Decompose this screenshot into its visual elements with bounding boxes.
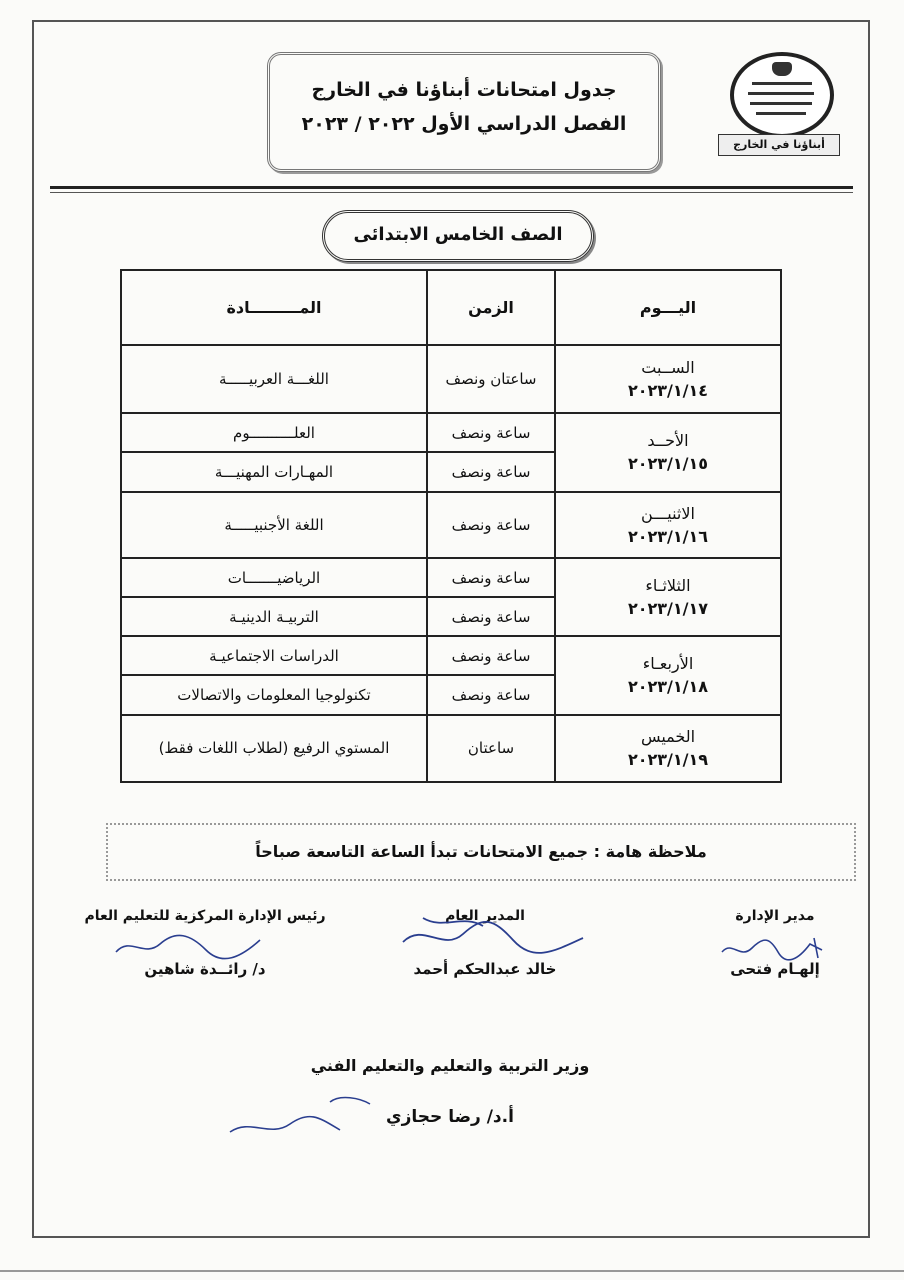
minister-role: وزير التربية والتعليم والتعليم الفني	[310, 1056, 590, 1075]
subject-cell: المستوي الرفيع (لطلاب اللغات فقط)	[121, 715, 427, 782]
day-date: ٢٠٢٣/١/١٤	[627, 381, 709, 401]
exam-schedule-table	[120, 269, 782, 783]
day-cell	[555, 715, 781, 782]
subject-cell: العلــــــــــوم	[121, 413, 427, 452]
subject-cell: المهـارات المهنيـــة	[121, 452, 427, 491]
subject-cell: اللغـــة العربيـــــة	[121, 345, 427, 413]
day-date: ٢٠٢٣/١/١٩	[627, 750, 709, 770]
day-cell	[555, 345, 781, 413]
subject-cell: تكنولوجيا المعلومات والاتصالات	[121, 675, 427, 714]
signature-name: إلهـام فتحى	[730, 960, 820, 978]
logo-caption: أبناؤنا في الخارج	[718, 134, 840, 156]
day-name: الاثنيـــن	[641, 503, 695, 523]
signature-name: د/ رائــدة شاهين	[144, 960, 266, 978]
header-subject: المـــــــــادة	[121, 270, 427, 345]
header-time: الزمن	[427, 270, 555, 345]
signature-admin-director	[710, 908, 840, 978]
page-edge	[0, 1270, 904, 1272]
document-title-box	[267, 52, 661, 172]
table-row	[121, 345, 781, 413]
day-date: ٢٠٢٣/١/١٥	[627, 454, 709, 474]
handwritten-signature-icon	[110, 928, 270, 964]
day-cell	[555, 413, 781, 491]
subject-cell: الدراسات الاجتماعيـة	[121, 636, 427, 675]
signature-central-head	[80, 908, 330, 978]
logo-emblem-icon	[730, 52, 834, 138]
day-name: الثلاثـاء	[645, 576, 691, 596]
time-cell: ساعة ونصف	[427, 492, 555, 558]
handwritten-signature-icon	[393, 912, 593, 960]
header-divider	[50, 186, 853, 189]
day-cell	[555, 558, 781, 636]
day-name: الســبت	[641, 358, 695, 378]
table-row	[121, 492, 781, 558]
day-name: الأربعـاء	[642, 654, 694, 674]
table-row	[121, 558, 781, 597]
handwritten-signature-icon	[220, 1088, 380, 1148]
signature-name: خالد عبدالحكم أحمد	[413, 960, 557, 978]
signature-general-director	[385, 908, 585, 978]
minister-name: أ.د/ رضا حجازي	[386, 1107, 514, 1127]
document-subtitle: الفصل الدراسي الأول ٢٠٢٢ / ٢٠٢٣	[301, 113, 627, 135]
day-name: الأحــد	[647, 431, 689, 451]
time-cell: ساعة ونصف	[427, 452, 555, 491]
table-row	[121, 715, 781, 782]
day-date: ٢٠٢٣/١/١٨	[627, 677, 709, 697]
signature-role: رئيس الإدارة المركزية للتعليم العام	[84, 908, 326, 924]
header-divider-thin	[50, 192, 853, 193]
subject-cell: اللغة الأجنبيـــــة	[121, 492, 427, 558]
day-date: ٢٠٢٣/١/١٦	[627, 526, 709, 546]
ministry-logo	[728, 52, 832, 152]
grade-label: الصف الخامس الابتدائى	[322, 210, 594, 262]
subject-cell: الرياضيـــــــات	[121, 558, 427, 597]
table-row	[121, 636, 781, 675]
time-cell: ساعتان ونصف	[427, 345, 555, 413]
table-row	[121, 413, 781, 452]
day-date: ٢٠٢٣/١/١٧	[627, 599, 709, 619]
day-cell	[555, 636, 781, 714]
time-cell: ساعة ونصف	[427, 558, 555, 597]
document-title: جدول امتحانات أبناؤنا في الخارج	[311, 79, 617, 101]
subject-cell: التربيـة الدينيـة	[121, 597, 427, 636]
time-cell: ساعة ونصف	[427, 597, 555, 636]
time-cell: ساعتان	[427, 715, 555, 782]
handwritten-signature-icon	[718, 930, 838, 966]
signature-role: مدير الإدارة	[735, 908, 815, 924]
header-day: اليـــوم	[555, 270, 781, 345]
time-cell: ساعة ونصف	[427, 675, 555, 714]
time-cell: ساعة ونصف	[427, 636, 555, 675]
important-note: ملاحظة هامة : جميع الامتحانات تبدأ الساعة التاسعة صباحاً	[106, 823, 856, 881]
time-cell: ساعة ونصف	[427, 413, 555, 452]
table-header-row	[121, 270, 781, 345]
day-name: الخميس	[640, 727, 696, 747]
day-cell	[555, 492, 781, 558]
signature-role: المدير العام	[445, 908, 525, 924]
